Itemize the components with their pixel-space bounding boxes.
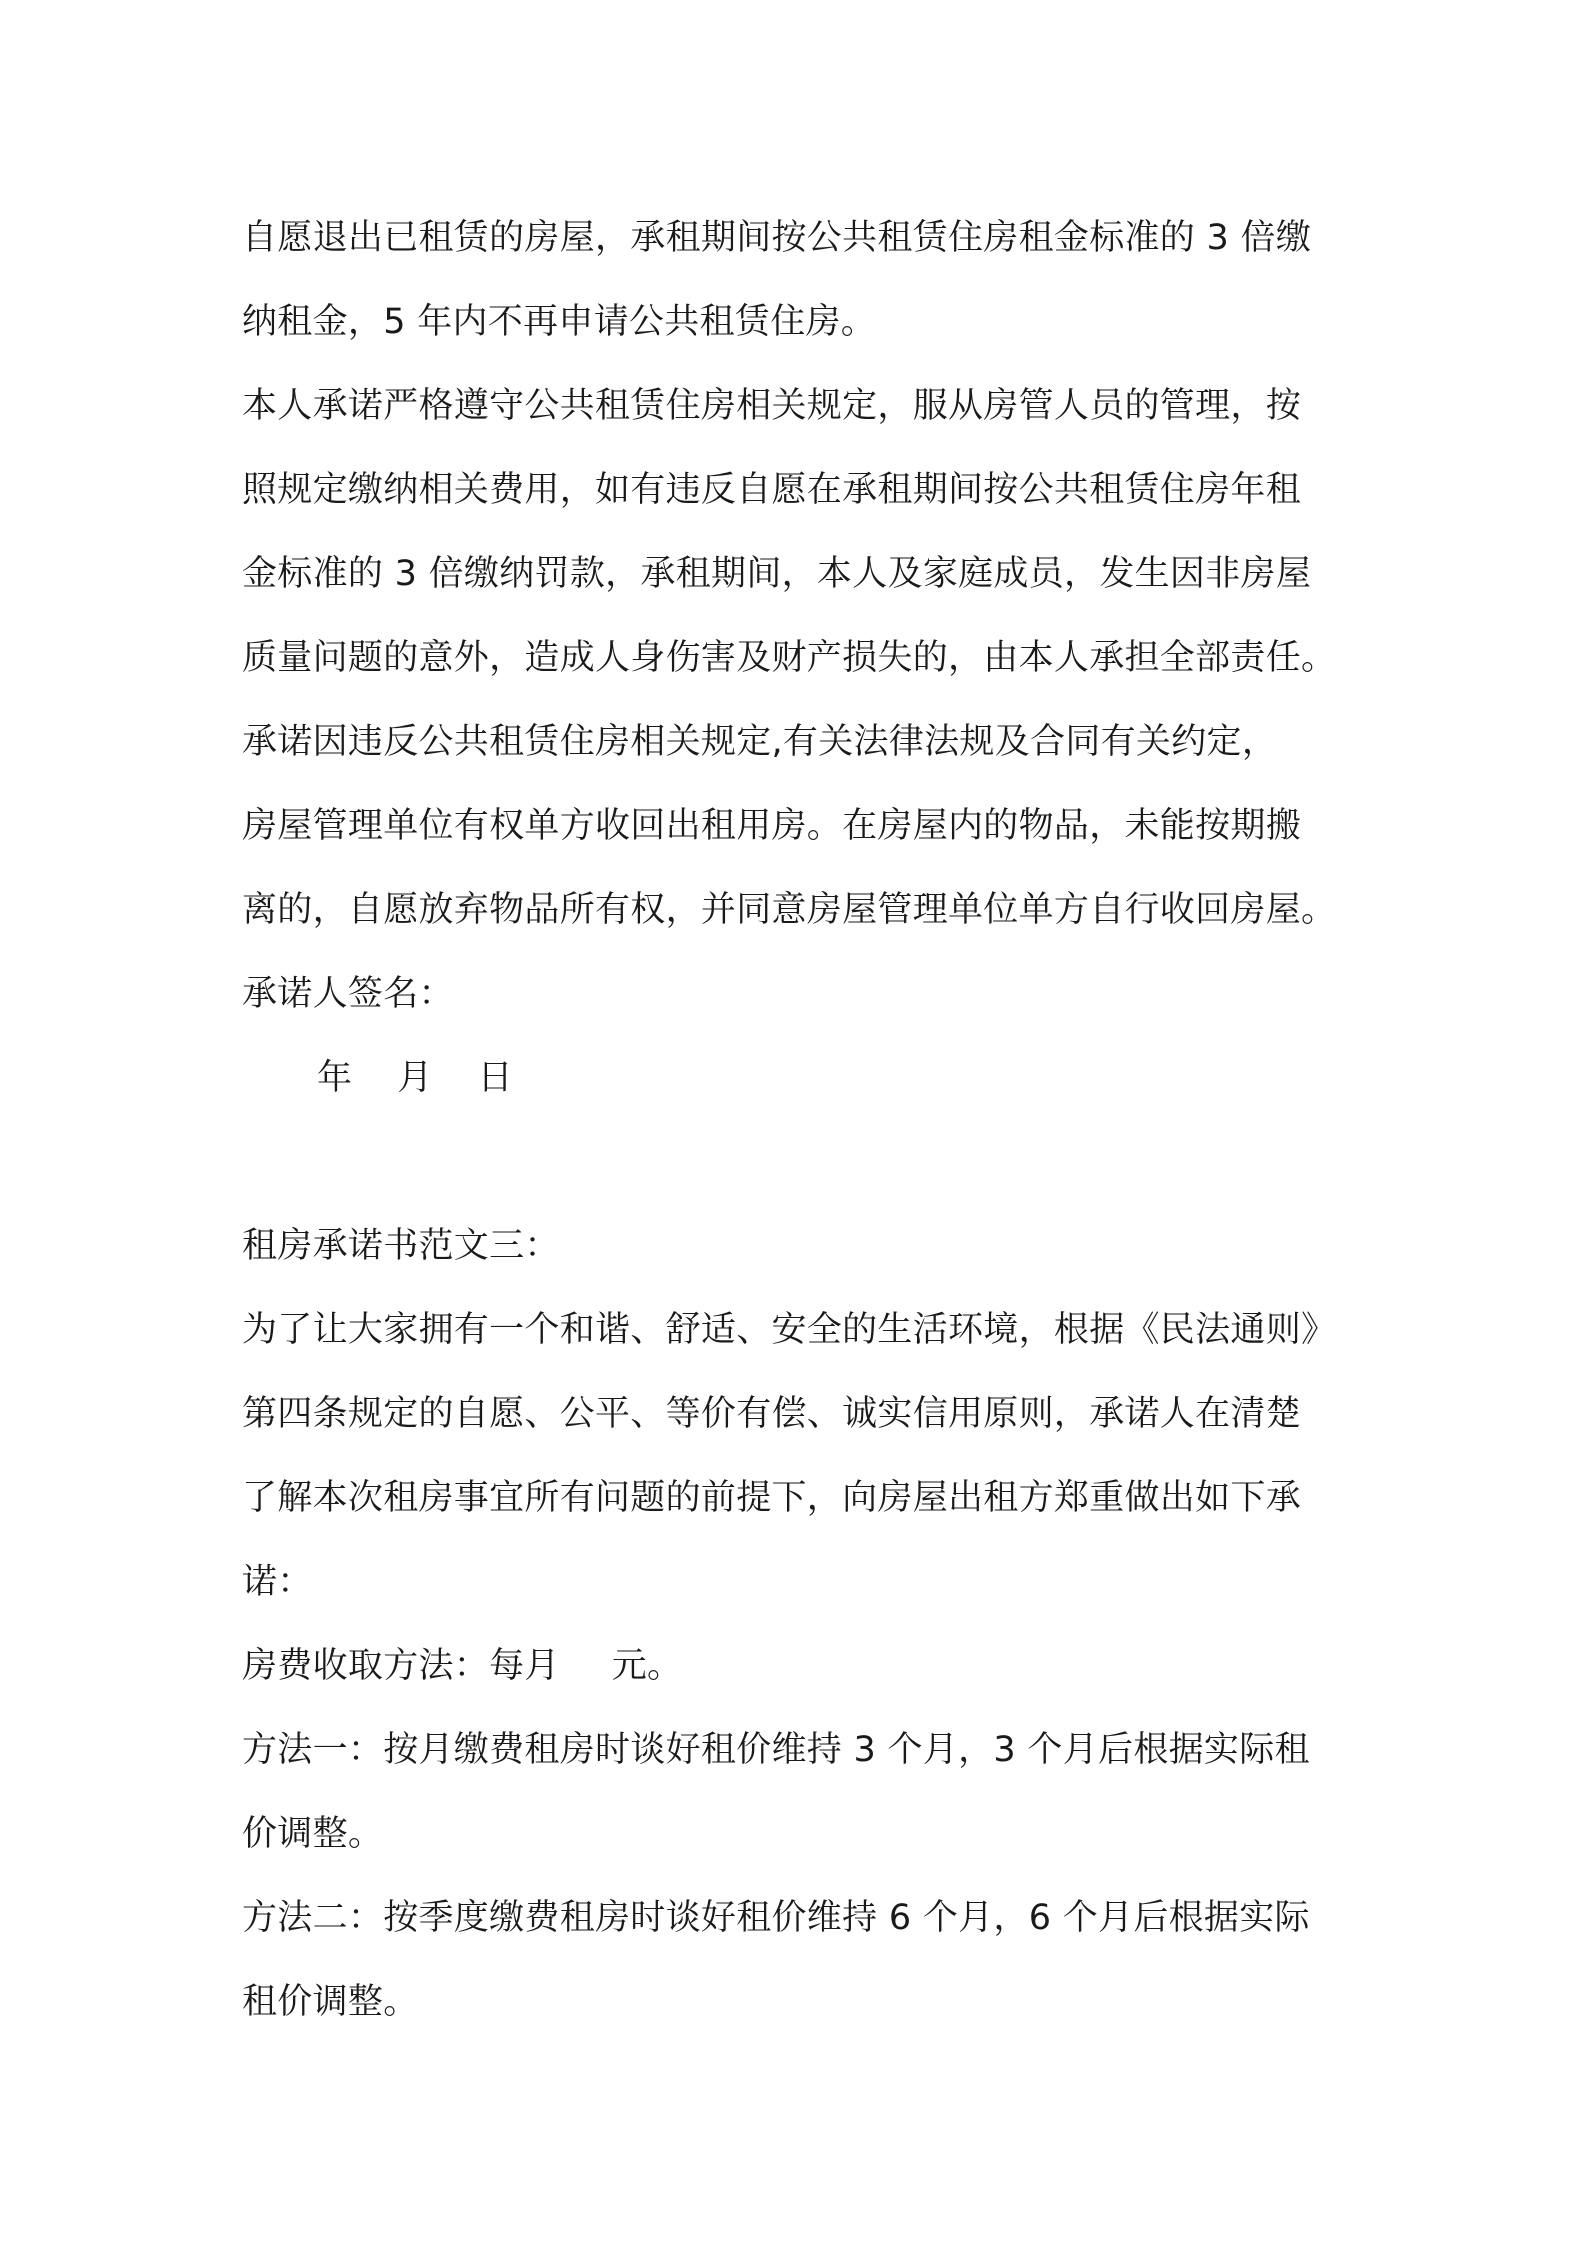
date-month: 月 <box>397 1058 433 1098</box>
document-body <box>242 196 1362 2044</box>
signature-label: 承诺人签名： <box>242 974 454 1014</box>
spacer <box>242 1120 1362 1204</box>
fee-suffix: 元。 <box>611 1646 683 1686</box>
text-line: 金标准的 3 倍缴纳罚款，承租期间，本人及家庭成员，发生因非房屋 <box>242 554 1312 594</box>
fee-prefix: 房费收取方法：每月 <box>242 1646 560 1686</box>
text-line: 方法一：按月缴费租房时谈好租价维持 3 个月，3 个月后根据实际租 <box>242 1730 1310 1770</box>
section-title: 租房承诺书范文三： <box>242 1226 560 1266</box>
text-line: 了解本次租房事宜所有问题的前提下，向房屋出租方郑重做出如下承 <box>242 1478 1302 1518</box>
fee-line <box>242 1624 1362 1708</box>
text-line: 为了让大家拥有一个和谐、舒适、安全的生活环境，根据《民法通则》 <box>242 1310 1337 1350</box>
date-year: 年 <box>317 1058 353 1098</box>
text-line: 第四条规定的自愿、公平、等价有偿、诚实信用原则，承诺人在清楚 <box>242 1394 1302 1434</box>
text-line: 诺： <box>242 1562 313 1602</box>
text-line: 房屋管理单位有权单方收回出租用房。在房屋内的物品，未能按期搬 <box>242 806 1302 846</box>
text-line: 租价调整。 <box>242 1982 419 2022</box>
text-line: 离的，自愿放弃物品所有权，并同意房屋管理单位单方自行收回房屋。 <box>242 890 1337 930</box>
text-line: 质量问题的意外，造成人身伤害及财产损失的，由本人承担全部责任。 <box>242 638 1337 678</box>
text-line: 价调整。 <box>242 1814 384 1854</box>
text-line: 承诺因违反公共租赁住房相关规定,有关法律法规及合同有关约定， <box>242 722 1278 762</box>
date-day: 日 <box>477 1058 513 1098</box>
text-line: 本人承诺严格遵守公共租赁住房相关规定，服从房管人员的管理，按 <box>242 386 1302 426</box>
text-line: 照规定缴纳相关费用，如有违反自愿在承租期间按公共租赁住房年租 <box>242 470 1302 510</box>
text-line: 自愿退出已租赁的房屋，承租期间按公共租赁住房租金标准的 3 倍缴 <box>242 218 1312 258</box>
date-line <box>242 1036 1362 1120</box>
text-line: 纳租金，5 年内不再申请公共租赁住房。 <box>242 302 877 342</box>
text-line: 方法二：按季度缴费租房时谈好租价维持 6 个月，6 个月后根据实际 <box>242 1898 1310 1938</box>
